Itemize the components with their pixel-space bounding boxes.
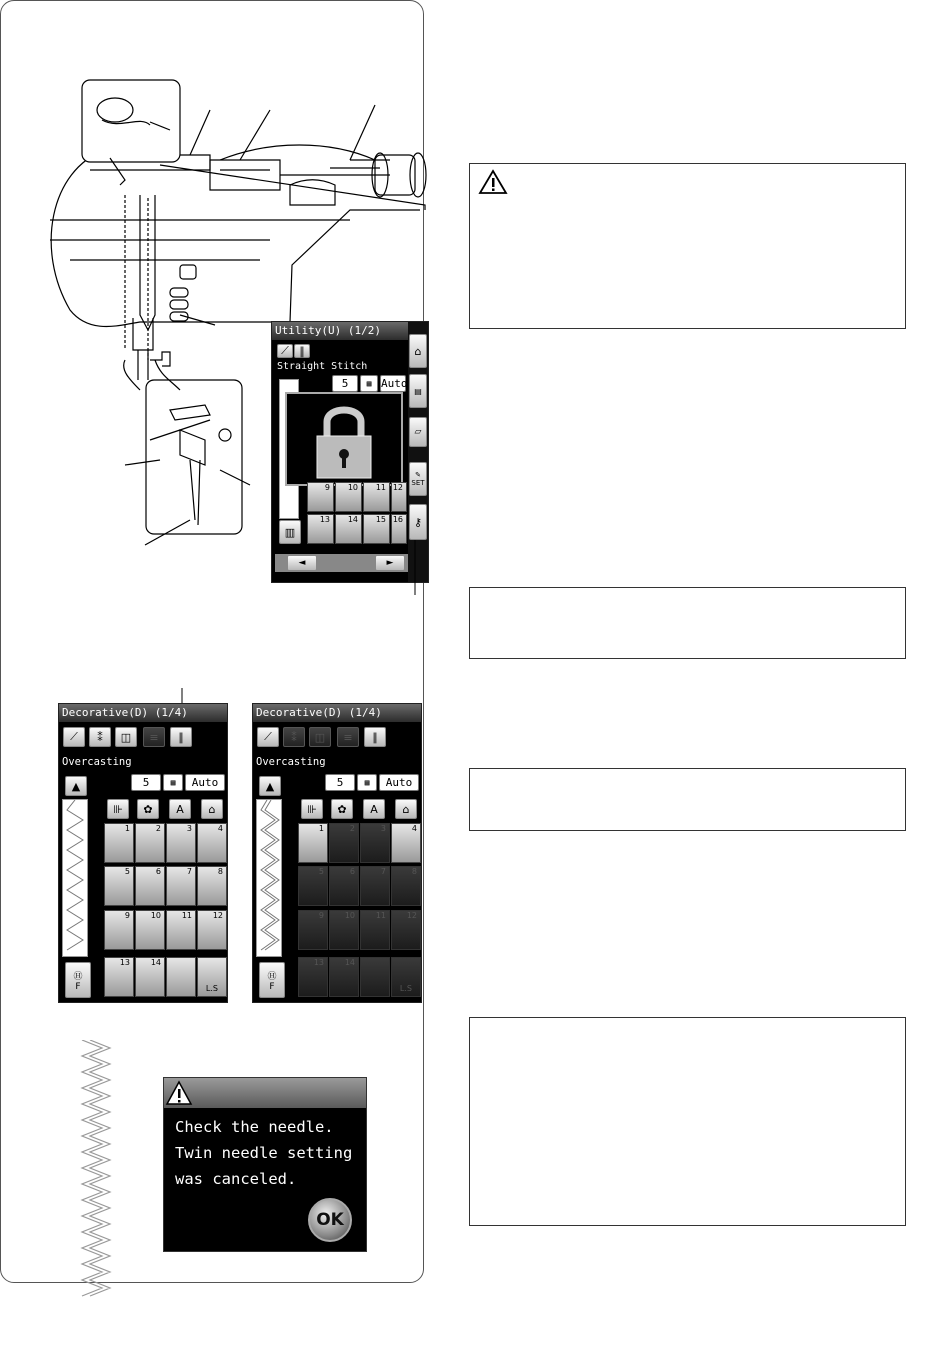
split-icon: ◫ bbox=[309, 727, 331, 747]
twin-needle-icon[interactable]: ∥ bbox=[170, 727, 192, 747]
lock-overlay bbox=[285, 392, 403, 486]
note-box-1 bbox=[469, 587, 906, 659]
foot-button[interactable]: Ⓗ F bbox=[259, 962, 285, 998]
warning-icon bbox=[164, 1078, 194, 1108]
shirt-icon[interactable]: ⌂ bbox=[201, 799, 223, 819]
preview-toggle[interactable]: ▲ bbox=[259, 776, 281, 796]
foot-button[interactable]: Ⓗ F bbox=[65, 962, 91, 998]
disabled-icon: ≡ bbox=[143, 727, 165, 747]
elongation-icon[interactable]: ⟋ bbox=[63, 727, 85, 747]
letter-button[interactable]: A bbox=[363, 799, 385, 819]
mirror-icon[interactable]: ⁑ bbox=[89, 727, 111, 747]
screen-title: Decorative(D) (1/4) bbox=[253, 704, 421, 722]
stitch-preview bbox=[62, 799, 88, 957]
letter-button[interactable]: A bbox=[169, 799, 191, 819]
utility-screen: Utility(U) (1/2) ⟋ ∥ Straight Stitch 5 ▦ Auto 9 10 11 12 13 14 15 16 ▥ ◄ ► ⌂ ▤ ▱ ✎ SET ⚷ bbox=[271, 321, 429, 583]
screen-title: Utility(U) (1/2) bbox=[272, 322, 428, 340]
split-icon[interactable]: ◫ bbox=[115, 727, 137, 747]
screen-title: Decorative(D) (1/4) bbox=[59, 704, 227, 722]
folder-icon[interactable]: ▱ bbox=[409, 417, 427, 447]
twin-needle-icon[interactable]: ∥ bbox=[294, 344, 310, 358]
twin-needle-icon[interactable]: ∥ bbox=[364, 727, 386, 747]
foot-button[interactable]: ▥ bbox=[279, 520, 301, 544]
lock-icon bbox=[287, 394, 401, 484]
mirror-icon: ⁑ bbox=[283, 727, 305, 747]
feed-dog-icon: ▦ bbox=[163, 774, 183, 791]
dialog-message: Check the needle. Twin needle setting was canceled. bbox=[175, 1118, 353, 1188]
dialog-titlebar bbox=[164, 1078, 366, 1108]
bobbin-icon[interactable]: ⊪ bbox=[107, 799, 129, 819]
error-dialog bbox=[163, 1077, 367, 1252]
foot-indicator: 5 bbox=[332, 375, 358, 392]
stitch-name: Overcasting bbox=[62, 756, 132, 768]
stitch-preview bbox=[256, 799, 282, 957]
key-icon[interactable]: ⚷ bbox=[409, 504, 427, 540]
decorative-screen-left: Decorative(D) (1/4) ⟋ ⁑ ◫ ≡ ∥ Overcasting 5 ▦ Auto ▲ ⊪ ✿ A ⌂ 1 2 3 4 5 6 7 8 9 10 11 12 13 14 L.S Ⓗ F bbox=[58, 703, 228, 1003]
stitch-name: Straight Stitch bbox=[277, 361, 368, 372]
stitch-name: Overcasting bbox=[256, 756, 326, 768]
note-box-2 bbox=[469, 768, 906, 831]
home-icon[interactable]: ⌂ bbox=[409, 334, 427, 368]
feed-dog-icon: ▦ bbox=[357, 774, 377, 791]
tension-indicator: Auto bbox=[381, 377, 408, 390]
flower-icon[interactable]: ✿ bbox=[331, 799, 353, 819]
warning-box bbox=[469, 163, 906, 329]
wrench-icon[interactable]: ✎ SET bbox=[409, 462, 427, 496]
foot-indicator: 5 bbox=[131, 774, 161, 791]
flower-icon[interactable]: ✿ bbox=[137, 799, 159, 819]
ok-button[interactable]: OK bbox=[308, 1198, 352, 1242]
tension-indicator: Auto bbox=[185, 774, 225, 791]
decorative-screen-right: Decorative(D) (1/4) ⟋ ⁑ ◫ ≡ ∥ Overcasting 5 ▦ Auto ▲ ⊪ ✿ A ⌂ 1 2 3 4 5 6 7 8 9 10 11 12 13 14 L.S Ⓗ F bbox=[252, 703, 422, 1003]
feed-dog-icon: ▦ bbox=[360, 375, 378, 392]
foot-indicator: 5 bbox=[325, 774, 355, 791]
prev-page-button[interactable]: ◄ bbox=[287, 555, 317, 571]
disabled-icon: ≡ bbox=[337, 727, 359, 747]
preview-toggle[interactable]: ▲ bbox=[65, 776, 87, 796]
shirt-icon[interactable]: ⌂ bbox=[395, 799, 417, 819]
tension-indicator: Auto bbox=[379, 774, 419, 791]
stitch-sample bbox=[76, 1040, 116, 1302]
memory-icon[interactable]: ▤ bbox=[409, 374, 427, 408]
page-scrollbar[interactable] bbox=[275, 554, 408, 572]
bobbin-icon[interactable]: ⊪ bbox=[301, 799, 323, 819]
next-page-button[interactable]: ► bbox=[375, 555, 405, 571]
note-box-3 bbox=[469, 1017, 906, 1226]
elongation-icon[interactable]: ⟋ bbox=[277, 344, 293, 358]
warning-icon bbox=[478, 169, 508, 195]
elongation-icon[interactable]: ⟋ bbox=[257, 727, 279, 747]
